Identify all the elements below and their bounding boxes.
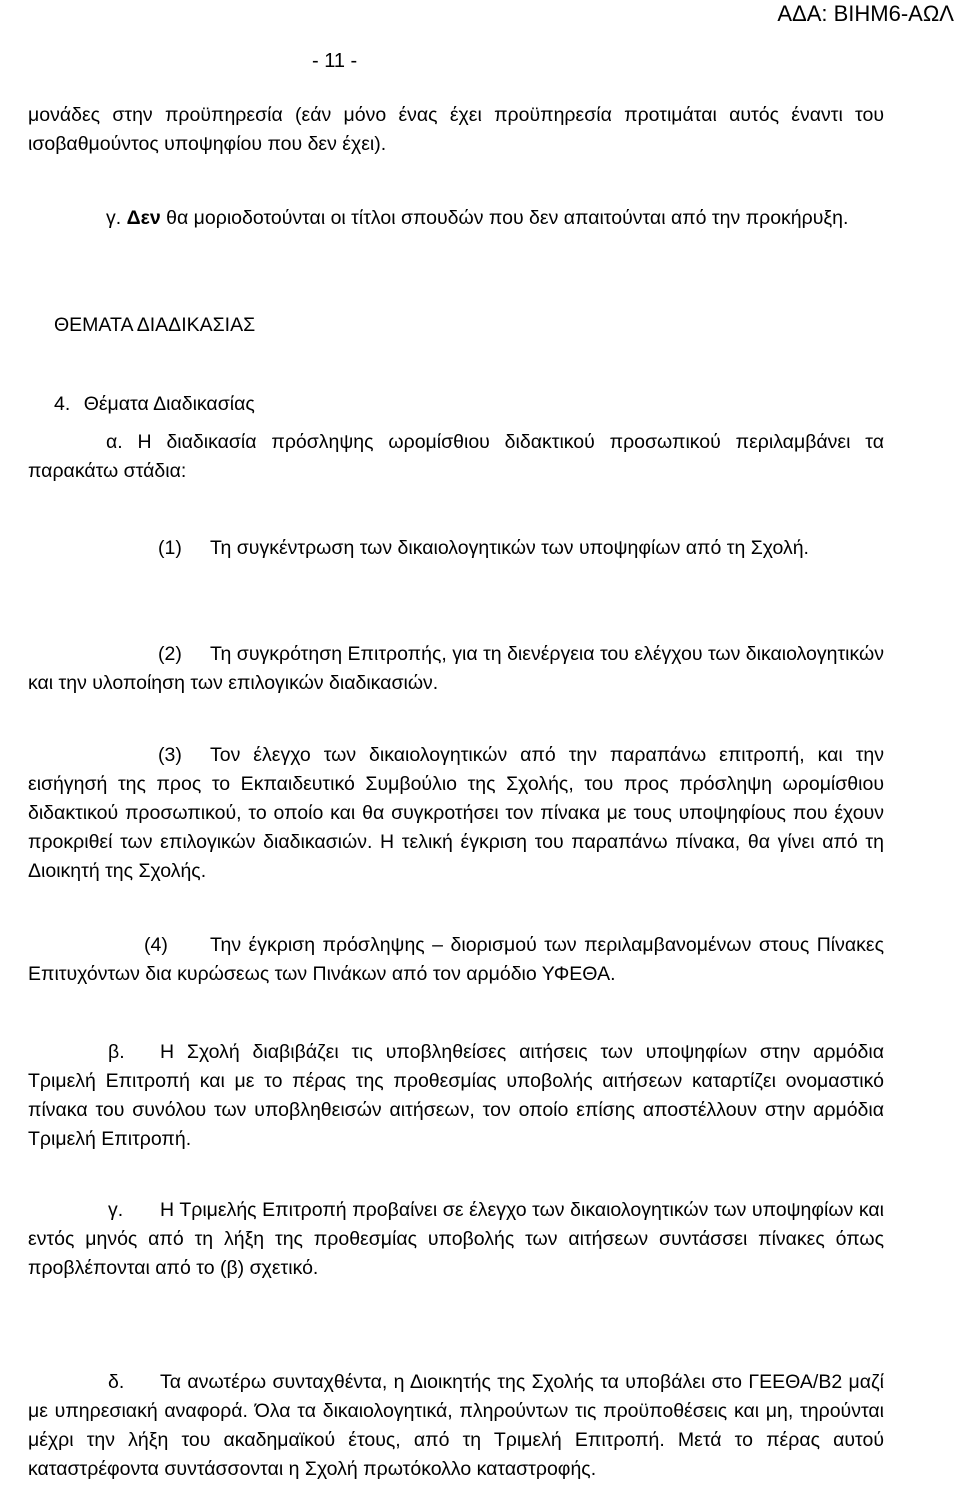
- paragraph-text: Η Σχολή διαβιβάζει τις υποβληθείσες αιτήσεις των υποψηφίων στην αρμόδια Τριμελή Επιτροπή και με το πέρας της προθεσμίας υποβολής αιτήσεων καταρτίζει ονομαστικό πίνακα του συνόλου των υποβληθεισών αιτήσεων, τον οποίο επίσης αποστέλλουν στην αρμόδια Τριμελή Επιτροπή.: [28, 1041, 884, 1150]
- paragraph-text: θα μοριοδοτούνται οι τίτλοι σπουδών που δεν απαιτούνται από την προκήρυξη.: [160, 207, 849, 229]
- stage-number: (3): [158, 744, 182, 766]
- paragraph-number: γ.: [108, 1199, 124, 1221]
- paragraph-prefix: γ.: [106, 207, 127, 229]
- paragraph-gamma-titles: [28, 204, 884, 233]
- subsection-heading: [28, 390, 884, 419]
- stage-text: Τη συγκρότηση Επιτροπής, για τη διενέργεια του ελέγχου των δικαιολογητικών και την υλοποίηση των επιλογικών διαδικασιών.: [28, 643, 884, 694]
- stage-text: Τον έλεγχο των δικαιολογητικών από την παραπάνω επιτροπή, και την εισήγησή της προς το Εκπαιδευτικό Συμβούλιο της Σχολής, του προς πρόσληψη ωρομίσθιου διδακτικού προσωπικού, το οποίο και θα συγκροτήσει τον πίνακα με τους υποψηφίους που έχουν προκριθεί των επιλογικών διαδικασιών. Η τελική έγκριση του παραπάνω πίνακα, θα γίνει από τη Διοικητή της Σχολής.: [28, 744, 884, 882]
- page-number: - 11 -: [312, 50, 358, 72]
- stage-number: (1): [158, 537, 182, 559]
- stage-2: [28, 640, 884, 698]
- paragraph-number: δ.: [108, 1371, 125, 1393]
- stage-4: [28, 931, 884, 989]
- emphasis-den: Δεν: [126, 207, 161, 229]
- stage-number: (2): [158, 643, 182, 665]
- stage-1: [28, 534, 884, 563]
- stage-number: (4): [144, 934, 168, 956]
- paragraph-continuation: μονάδες στην προϋπηρεσία (εάν μόνο ένας έχει προϋπηρεσία προτιμάται αυτός έναντι του ισοβαθμούντος υποψηφίου που δεν έχει).: [28, 104, 884, 155]
- ada-code: ΑΔΑ: ΒΙΗΜ6-ΑΩΛ: [777, 1, 954, 26]
- paragraph-beta: [28, 1038, 884, 1154]
- paragraph-text: Τα ανωτέρω συνταχθέντα, η Διοικητής της Σχολής τα υποβάλει στο ΓΕΕΘΑ/Β2 μαζί με υπηρεσιακή αναφορά. Όλα τα δικαιολογητικά, πληρούντων τις προϋποθέσεις και μη, τηρούνται μέχρι την λήξη του ακαδημαϊκού έτους, από τη Τριμελή Επιτροπή. Μετά το πέρας αυτού καταστρέφοντα συντάσσονται η Σχολή πρωτόκολλο καταστροφής.: [28, 1371, 884, 1480]
- stage-text: Την έγκριση πρόσληψης – διορισμού των περιλαμβανομένων στους Πίνακες Επιτυχόντων δια κυρώσεως των Πινάκων από τον αρμόδιο ΥΦΕΘΑ.: [28, 934, 884, 985]
- subsection-title: Θέματα Διαδικασίας: [83, 393, 255, 415]
- stage-3: [28, 741, 884, 886]
- paragraph-alpha: α. Η διαδικασία πρόσληψης ωρομίσθιου διδακτικού προσωπικού περιλαμβάνει τα παρακάτω στάδια:: [28, 431, 884, 482]
- subsection-number: 4.: [54, 393, 71, 415]
- paragraph-text: Η Τριμελής Επιτροπή προβαίνει σε έλεγχο των δικαιολογητικών των υποψηφίων και εντός μηνός από τη λήξη της προθεσμίας υποβολής των αιτήσεων συντάσσει πίνακες όπως προβλέπονται από το (β) σχετικό.: [28, 1199, 884, 1279]
- stage-text: Τη συγκέντρωση των δικαιολογητικών των υποψηφίων από τη Σχολή.: [210, 537, 809, 559]
- paragraph-number: β.: [108, 1041, 125, 1063]
- section-heading: ΘΕΜΑΤΑ ΔΙΑΔΙΚΑΣΙΑΣ: [54, 314, 256, 336]
- paragraph-gamma: [28, 1196, 884, 1283]
- paragraph-delta: [28, 1368, 884, 1484]
